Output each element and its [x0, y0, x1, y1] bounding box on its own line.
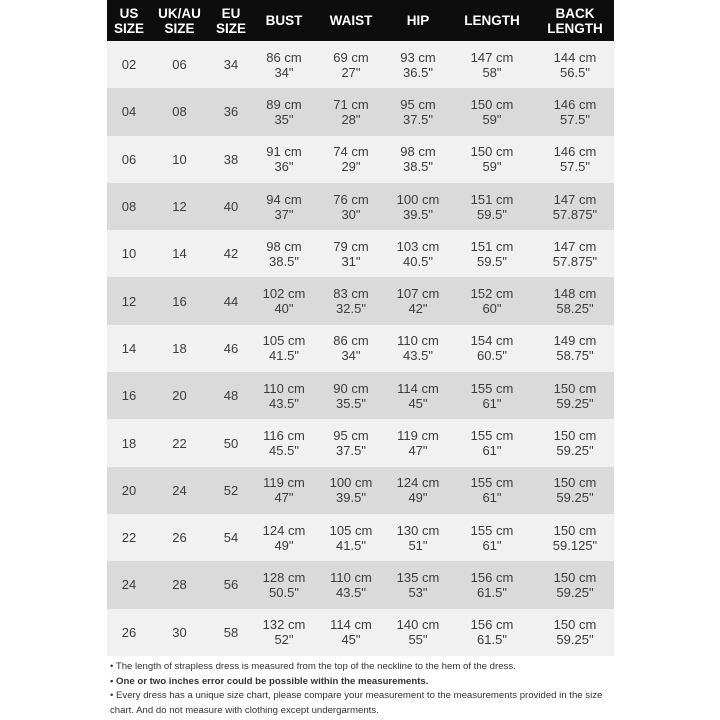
cell-hip-inches: 53"	[408, 584, 428, 600]
cell-back-length	[536, 372, 614, 419]
cell-waist-inches: 34"	[341, 348, 361, 364]
cell-length-inches: 58"	[482, 64, 502, 80]
cell-back-length-cm: 146 cm	[553, 144, 597, 160]
cell-length-cm: 156 cm	[470, 617, 514, 633]
cell-hip-inches: 49"	[408, 490, 428, 506]
cell-back-length	[536, 88, 614, 135]
cell-length-cm: 150 cm	[470, 96, 514, 112]
cell-bust-inches: 41.5"	[269, 348, 299, 364]
cell-bust-cm: 86 cm	[266, 49, 302, 65]
cell-us-size: 16	[121, 388, 137, 404]
cell-back-length-cm: 144 cm	[553, 49, 597, 65]
cell-bust-inches: 50.5"	[269, 584, 299, 600]
header-uk-au-size: UK/AU SIZE	[158, 5, 201, 36]
cell-length-cm: 147 cm	[470, 49, 514, 65]
cell-length-inches: 59"	[482, 111, 502, 127]
cell-hip-cm: 130 cm	[396, 522, 440, 538]
cell-waist-inches: 32.5"	[336, 301, 366, 317]
cell-uk-au-size: 12	[172, 199, 187, 215]
header-hip: HIP	[406, 13, 430, 28]
cell-us-size: 04	[121, 104, 137, 120]
cell-eu-size: 50	[223, 435, 239, 451]
cell-hip-cm: 110 cm	[397, 333, 439, 349]
cell-waist-inches: 29"	[341, 159, 361, 175]
cell-uk-au-size: 18	[172, 340, 187, 356]
header-bust: BUST	[265, 13, 303, 28]
table-row	[107, 609, 614, 656]
cell-us-size: 10	[121, 246, 137, 262]
cell-hip-cm: 119 cm	[397, 428, 439, 444]
cell-back-length-cm: 147 cm	[553, 238, 597, 254]
cell-back-length-cm: 150 cm	[553, 522, 597, 538]
cell-us-size: 18	[121, 435, 137, 451]
cell-waist	[314, 325, 388, 372]
table-body	[107, 41, 614, 656]
table-row	[107, 183, 614, 230]
cell-us-size: 02	[121, 57, 137, 73]
header-length: LENGTH	[464, 13, 520, 28]
table-row	[107, 419, 614, 466]
note-line: • The length of strapless dress is measured from the top of the neckline to the hem of the dress.	[110, 661, 516, 672]
cell-uk-au-size: 14	[172, 246, 187, 262]
cell-bust-inches: 35"	[274, 111, 294, 127]
cell-length	[448, 609, 536, 656]
cell-waist	[314, 372, 388, 419]
cell-hip-inches: 43.5"	[403, 348, 433, 364]
cell-uk-au-size: 22	[172, 435, 187, 451]
cell-length	[448, 277, 536, 324]
cell-bust	[254, 41, 314, 88]
cell-eu-size: 48	[223, 388, 239, 404]
cell-back-length-inches: 59.25"	[556, 632, 594, 648]
cell-bust-cm: 128 cm	[262, 569, 306, 585]
cell-bust-inches: 38.5"	[269, 253, 299, 269]
cell-back-length	[536, 136, 614, 183]
cell-bust-cm: 116 cm	[263, 428, 305, 444]
cell-waist-cm: 114 cm	[330, 617, 372, 633]
cell-back-length	[536, 609, 614, 656]
cell-eu-size: 38	[223, 151, 239, 167]
cell-length-cm: 155 cm	[470, 380, 514, 396]
cell-length	[448, 372, 536, 419]
cell-back-length-cm: 146 cm	[553, 96, 597, 112]
cell-eu-size: 54	[223, 530, 239, 546]
cell-us-size: 20	[121, 482, 137, 498]
cell-length	[448, 230, 536, 277]
cell-length	[448, 561, 536, 608]
cell-waist-cm: 83 cm	[333, 286, 369, 302]
cell-length-inches: 60"	[482, 301, 502, 317]
cell-bust	[254, 372, 314, 419]
header-us-size: US SIZE	[113, 5, 144, 36]
cell-back-length-inches: 59.25"	[556, 584, 594, 600]
cell-waist-inches: 41.5"	[336, 537, 366, 553]
cell-bust-cm: 98 cm	[266, 238, 302, 254]
cell-waist-cm: 100 cm	[329, 475, 373, 491]
cell-hip-inches: 36.5"	[403, 64, 433, 80]
cell-back-length-inches: 58.75"	[556, 348, 594, 364]
cell-hip	[388, 467, 448, 514]
cell-hip-cm: 124 cm	[396, 475, 440, 491]
cell-hip-cm: 98 cm	[400, 144, 436, 160]
cell-back-length-cm: 147 cm	[553, 191, 597, 207]
cell-waist-inches: 39.5"	[336, 490, 366, 506]
cell-waist-inches: 37.5"	[336, 443, 366, 459]
cell-length	[448, 419, 536, 466]
cell-uk-au-size: 08	[172, 104, 187, 120]
cell-bust-inches: 47"	[274, 490, 294, 506]
cell-back-length-cm: 150 cm	[553, 617, 597, 633]
cell-waist-cm: 86 cm	[333, 333, 369, 349]
cell-hip-cm: 140 cm	[396, 617, 440, 633]
cell-waist-inches: 35.5"	[336, 395, 366, 411]
cell-length-inches: 61"	[482, 537, 502, 553]
cell-waist-inches: 28"	[341, 111, 361, 127]
cell-waist-inches: 43.5"	[336, 584, 366, 600]
table-row	[107, 230, 614, 277]
cell-hip-cm: 100 cm	[396, 191, 440, 207]
cell-hip-inches: 51"	[408, 537, 428, 553]
cell-bust-cm: 119 cm	[263, 475, 305, 491]
header-back-length: BACK LENGTH	[547, 5, 603, 36]
cell-bust-inches: 45.5"	[269, 443, 299, 459]
cell-bust-cm: 91 cm	[266, 144, 302, 160]
table-row	[107, 136, 614, 183]
cell-bust	[254, 230, 314, 277]
cell-back-length	[536, 561, 614, 608]
cell-back-length	[536, 277, 614, 324]
cell-length	[448, 88, 536, 135]
cell-waist-inches: 31"	[341, 253, 361, 269]
cell-hip	[388, 88, 448, 135]
cell-us-size: 08	[121, 199, 137, 215]
cell-hip	[388, 277, 448, 324]
cell-length-cm: 156 cm	[470, 569, 514, 585]
cell-hip	[388, 609, 448, 656]
cell-bust	[254, 609, 314, 656]
cell-length-cm: 155 cm	[470, 428, 514, 444]
cell-uk-au-size: 16	[172, 293, 187, 309]
cell-hip-inches: 42"	[408, 301, 428, 317]
cell-hip-cm: 107 cm	[396, 286, 440, 302]
cell-bust-inches: 40"	[274, 301, 294, 317]
cell-back-length	[536, 41, 614, 88]
cell-length-inches: 59.5"	[477, 206, 507, 222]
cell-hip-cm: 135 cm	[396, 569, 440, 585]
cell-length-inches: 61"	[482, 443, 502, 459]
cell-us-size: 26	[121, 624, 137, 640]
table-row	[107, 277, 614, 324]
cell-waist	[314, 88, 388, 135]
cell-waist-cm: 76 cm	[333, 191, 369, 207]
cell-uk-au-size: 10	[172, 151, 187, 167]
cell-back-length-inches: 57.875"	[552, 206, 598, 222]
cell-waist-cm: 95 cm	[333, 428, 369, 444]
cell-waist-cm: 71 cm	[333, 96, 369, 112]
cell-hip	[388, 325, 448, 372]
cell-length	[448, 467, 536, 514]
cell-length	[448, 514, 536, 561]
cell-waist	[314, 277, 388, 324]
table-row	[107, 325, 614, 372]
cell-waist-cm: 105 cm	[329, 522, 373, 538]
table-row	[107, 467, 614, 514]
cell-length-cm: 151 cm	[470, 191, 514, 207]
table-row	[107, 372, 614, 419]
cell-us-size: 06	[121, 151, 137, 167]
table-row	[107, 561, 614, 608]
cell-back-length	[536, 514, 614, 561]
cell-waist	[314, 561, 388, 608]
cell-uk-au-size: 30	[172, 624, 187, 640]
cell-bust	[254, 183, 314, 230]
cell-bust-inches: 49"	[274, 537, 294, 553]
cell-eu-size: 34	[223, 57, 239, 73]
cell-back-length-cm: 150 cm	[553, 475, 597, 491]
cell-bust	[254, 514, 314, 561]
cell-hip-inches: 45"	[408, 395, 428, 411]
cell-hip	[388, 230, 448, 277]
cell-back-length-inches: 59.25"	[556, 490, 594, 506]
cell-uk-au-size: 20	[172, 388, 187, 404]
cell-hip	[388, 514, 448, 561]
cell-length-cm: 155 cm	[470, 475, 514, 491]
cell-bust-inches: 34"	[274, 64, 294, 80]
cell-back-length	[536, 467, 614, 514]
cell-bust-inches: 52"	[274, 632, 294, 648]
cell-hip-inches: 39.5"	[403, 206, 433, 222]
cell-eu-size: 42	[223, 246, 239, 262]
cell-bust-cm: 89 cm	[266, 96, 302, 112]
cell-back-length	[536, 183, 614, 230]
cell-hip	[388, 136, 448, 183]
cell-hip-inches: 40.5"	[403, 253, 433, 269]
note-line: • One or two inches error could be possible within the measurements.	[110, 675, 429, 687]
cell-length	[448, 183, 536, 230]
cell-waist-inches: 30"	[341, 206, 361, 222]
cell-waist	[314, 467, 388, 514]
cell-eu-size: 44	[223, 293, 239, 309]
cell-length-cm: 154 cm	[470, 333, 514, 349]
cell-waist-cm: 74 cm	[333, 144, 369, 160]
cell-waist-inches: 27"	[341, 64, 361, 80]
cell-back-length-inches: 59.25"	[556, 443, 594, 459]
cell-uk-au-size: 26	[172, 530, 187, 546]
cell-uk-au-size: 28	[172, 577, 187, 593]
cell-bust-cm: 94 cm	[266, 191, 302, 207]
cell-eu-size: 46	[223, 340, 239, 356]
cell-hip-cm: 95 cm	[400, 96, 436, 112]
cell-back-length-inches: 58.25"	[556, 301, 594, 317]
cell-back-length	[536, 230, 614, 277]
cell-back-length-cm: 150 cm	[553, 380, 597, 396]
cell-hip	[388, 419, 448, 466]
cell-hip	[388, 41, 448, 88]
table-row	[107, 88, 614, 135]
cell-length-cm: 151 cm	[470, 238, 514, 254]
cell-back-length-inches: 56.5"	[560, 64, 590, 80]
cell-bust	[254, 467, 314, 514]
table-row	[107, 514, 614, 561]
cell-bust-inches: 36"	[274, 159, 294, 175]
cell-back-length-inches: 59.125"	[552, 537, 598, 553]
cell-back-length-cm: 150 cm	[553, 569, 597, 585]
cell-length-inches: 59.5"	[477, 253, 507, 269]
cell-bust	[254, 325, 314, 372]
cell-length-cm: 150 cm	[470, 144, 514, 160]
cell-hip	[388, 561, 448, 608]
cell-eu-size: 56	[223, 577, 239, 593]
cell-us-size: 12	[121, 293, 137, 309]
cell-length-inches: 61.5"	[477, 584, 507, 600]
cell-uk-au-size: 06	[172, 57, 187, 73]
cell-length	[448, 325, 536, 372]
cell-hip	[388, 372, 448, 419]
size-chart-notes	[110, 660, 610, 718]
cell-back-length-inches: 57.5"	[560, 111, 590, 127]
cell-waist-cm: 110 cm	[330, 569, 372, 585]
cell-length	[448, 41, 536, 88]
cell-back-length-inches: 57.5"	[560, 159, 590, 175]
cell-hip-cm: 103 cm	[396, 238, 440, 254]
cell-bust-inches: 43.5"	[269, 395, 299, 411]
cell-length-inches: 60.5"	[477, 348, 507, 364]
cell-uk-au-size: 24	[172, 482, 187, 498]
cell-length-inches: 61"	[482, 395, 502, 411]
cell-waist	[314, 514, 388, 561]
cell-length-inches: 61.5"	[477, 632, 507, 648]
cell-waist-inches: 45"	[341, 632, 361, 648]
cell-bust	[254, 136, 314, 183]
cell-bust-cm: 102 cm	[262, 286, 306, 302]
cell-hip-inches: 37.5"	[403, 111, 433, 127]
cell-hip-inches: 38.5"	[403, 159, 433, 175]
cell-bust-inches: 37"	[274, 206, 294, 222]
cell-back-length-inches: 57.875"	[552, 253, 598, 269]
cell-waist	[314, 419, 388, 466]
cell-back-length-cm: 149 cm	[553, 333, 597, 349]
table-header	[107, 0, 614, 41]
cell-waist	[314, 183, 388, 230]
cell-hip-cm: 93 cm	[400, 49, 436, 65]
cell-us-size: 24	[121, 577, 137, 593]
cell-length-cm: 152 cm	[470, 286, 514, 302]
cell-back-length	[536, 325, 614, 372]
cell-eu-size: 36	[223, 104, 239, 120]
cell-waist	[314, 136, 388, 183]
cell-hip-inches: 55"	[408, 632, 428, 648]
cell-waist	[314, 41, 388, 88]
cell-length-inches: 61"	[482, 490, 502, 506]
table-row	[107, 41, 614, 88]
cell-bust-cm: 124 cm	[262, 522, 306, 538]
cell-bust	[254, 277, 314, 324]
cell-waist-cm: 90 cm	[333, 380, 369, 396]
cell-length-inches: 59"	[482, 159, 502, 175]
cell-hip-inches: 47"	[408, 443, 428, 459]
cell-bust-cm: 105 cm	[262, 333, 306, 349]
cell-waist-cm: 69 cm	[333, 49, 369, 65]
cell-eu-size: 52	[223, 482, 239, 498]
cell-bust-cm: 132 cm	[262, 617, 306, 633]
header-eu-size: EU SIZE	[215, 5, 246, 36]
cell-back-length-cm: 150 cm	[553, 428, 597, 444]
cell-eu-size: 40	[223, 199, 239, 215]
cell-waist	[314, 609, 388, 656]
cell-waist-cm: 79 cm	[333, 238, 369, 254]
cell-us-size: 14	[121, 340, 137, 356]
note-line: • Every dress has a unique size chart, please compare your measurement to the measurements provided in the size chart. And do not measure with clothing except undergarments.	[110, 690, 603, 716]
cell-hip-cm: 114 cm	[397, 380, 439, 396]
size-chart-table	[107, 0, 614, 656]
cell-us-size: 22	[121, 530, 137, 546]
cell-back-length	[536, 419, 614, 466]
cell-hip	[388, 183, 448, 230]
header-waist: WAIST	[329, 13, 373, 28]
cell-length	[448, 136, 536, 183]
cell-bust	[254, 561, 314, 608]
cell-waist	[314, 230, 388, 277]
cell-bust	[254, 88, 314, 135]
cell-bust-cm: 110 cm	[263, 380, 305, 396]
cell-back-length-inches: 59.25"	[556, 395, 594, 411]
cell-eu-size: 58	[223, 624, 239, 640]
cell-length-cm: 155 cm	[470, 522, 514, 538]
cell-back-length-cm: 148 cm	[553, 286, 597, 302]
cell-bust	[254, 419, 314, 466]
